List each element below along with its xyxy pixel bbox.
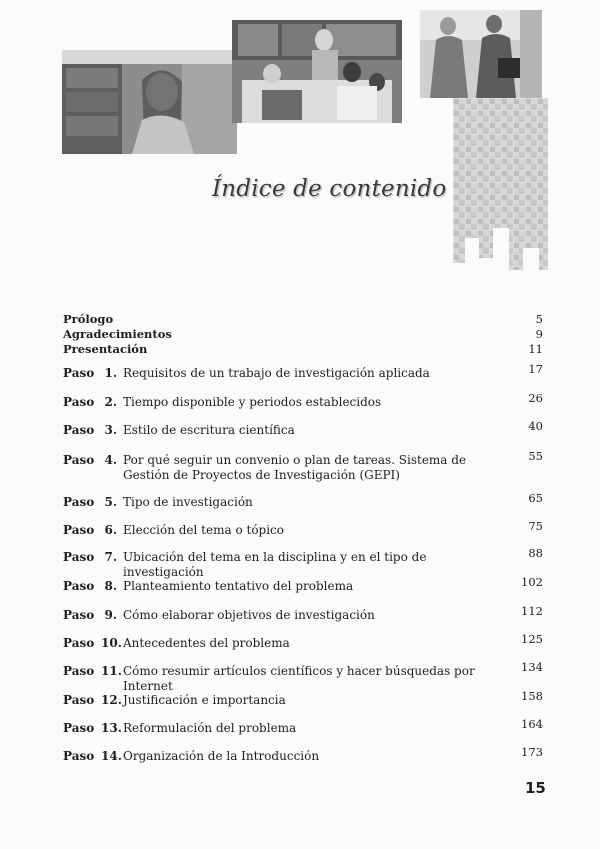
library-photo	[62, 50, 237, 154]
toc-step-number: 3.	[104, 423, 117, 437]
toc-paso-label: Paso	[63, 395, 95, 409]
toc-page-number: 65	[528, 491, 543, 505]
front-matter-item	[63, 342, 543, 357]
front-matter-list	[63, 312, 543, 357]
toc-paso-label: Paso	[63, 366, 95, 380]
toc-entry	[63, 449, 543, 483]
toc-entry	[63, 575, 543, 594]
toc-step-number: 14.	[101, 749, 122, 763]
toc-entry-title: Justificación e importancia	[123, 693, 286, 707]
toc-page-number: 134	[521, 660, 543, 674]
toc-step-number: 1.	[104, 366, 117, 380]
toc-entry	[63, 689, 543, 708]
toc-page-number: 75	[528, 519, 543, 533]
page-title: Índice de contenido	[212, 176, 447, 202]
toc-entry-title: Reformulación del problema	[123, 721, 297, 735]
toc-paso-label: Paso	[63, 721, 95, 735]
toc-entry	[63, 519, 543, 538]
toc-entry-title: Elección del tema o tópico	[123, 523, 285, 537]
classroom-photo	[232, 20, 402, 123]
toc-entry-title: Requisitos de un trabajo de investigación aplicada	[123, 366, 430, 380]
toc-page-number: 88	[528, 546, 543, 560]
front-matter-page: 9	[535, 327, 543, 341]
toc-entry-title: Planteamiento tentativo del problema	[123, 579, 354, 593]
toc-page-number: 40	[528, 419, 543, 433]
toc-entry	[63, 660, 543, 694]
front-matter-label: Presentación	[63, 342, 148, 356]
toc-step-number: 4.	[104, 453, 117, 467]
toc-paso-label: Paso	[63, 664, 95, 678]
toc-page-number: 173	[521, 745, 543, 759]
toc-step-number: 13.	[101, 721, 122, 735]
toc-paso-label: Paso	[63, 749, 95, 763]
toc-step-number: 10.	[101, 636, 122, 650]
toc-entry	[63, 717, 543, 736]
toc-entry-title: Organización de la Introducción	[123, 749, 320, 763]
toc-entry-title: Ubicación del tema en la disciplina y en el tipo de investigación	[123, 550, 427, 579]
toc-paso-label: Paso	[63, 453, 95, 467]
toc-paso-label: Paso	[63, 550, 95, 564]
front-matter-label: Agradecimientos	[63, 327, 172, 341]
toc-paso-label: Paso	[63, 579, 95, 593]
toc-entry	[63, 362, 543, 381]
toc-paso-label: Paso	[63, 495, 95, 509]
toc-step-number: 5.	[104, 495, 117, 509]
toc-paso-label: Paso	[63, 423, 95, 437]
front-matter-item	[63, 312, 543, 327]
front-matter-item	[63, 327, 543, 342]
toc-page-number: 164	[521, 717, 543, 731]
toc-step-number: 6.	[104, 523, 117, 537]
business-photo	[420, 10, 542, 98]
front-matter-page: 5	[535, 312, 543, 326]
toc-entry-title: Tiempo disponible y periodos establecidos	[123, 395, 382, 409]
toc-entry	[63, 745, 543, 764]
front-matter-page: 11	[528, 342, 543, 356]
toc-step-number: 12.	[101, 693, 122, 707]
toc-page-number: 17	[528, 362, 543, 376]
toc-step-number: 8.	[104, 579, 117, 593]
toc-step-number: 2.	[104, 395, 117, 409]
toc-paso-label: Paso	[63, 608, 95, 622]
toc-entry	[63, 546, 543, 580]
toc-entry	[63, 604, 543, 623]
toc-entry	[63, 491, 543, 510]
toc-step-number: 7.	[104, 550, 117, 564]
toc-entry	[63, 419, 543, 438]
toc-entry	[63, 632, 543, 651]
toc-paso-label: Paso	[63, 693, 95, 707]
toc-page-number: 112	[521, 604, 543, 618]
decorative-grid-panel	[453, 98, 548, 270]
toc-page-number: 26	[528, 391, 543, 405]
front-matter-label: Prólogo	[63, 312, 114, 326]
toc-page-number: 55	[528, 449, 543, 463]
toc-paso-label: Paso	[63, 523, 95, 537]
toc-entry-title: Por qué seguir un convenio o plan de tareas. Sistema de Gestión de Proyectos de Investigación (GEPI)	[123, 453, 467, 482]
toc-paso-label: Paso	[63, 636, 95, 650]
toc-page-number: 125	[521, 632, 543, 646]
toc-step-number: 11.	[101, 664, 122, 678]
toc-entry-title: Cómo elaborar objetivos de investigación	[123, 608, 375, 622]
toc-page-number: 102	[521, 575, 543, 589]
toc-entry-title: Antecedentes del problema	[123, 636, 290, 650]
toc-page-number: 158	[521, 689, 543, 703]
toc-entry-title: Tipo de investigación	[123, 495, 253, 509]
page-number: 15	[525, 779, 546, 797]
toc-entry-title: Cómo resumir artículos científicos y hacer búsquedas por Internet	[123, 664, 475, 693]
toc-entry-title: Estilo de escritura científica	[123, 423, 295, 437]
toc-entry	[63, 391, 543, 410]
toc-step-number: 9.	[104, 608, 117, 622]
